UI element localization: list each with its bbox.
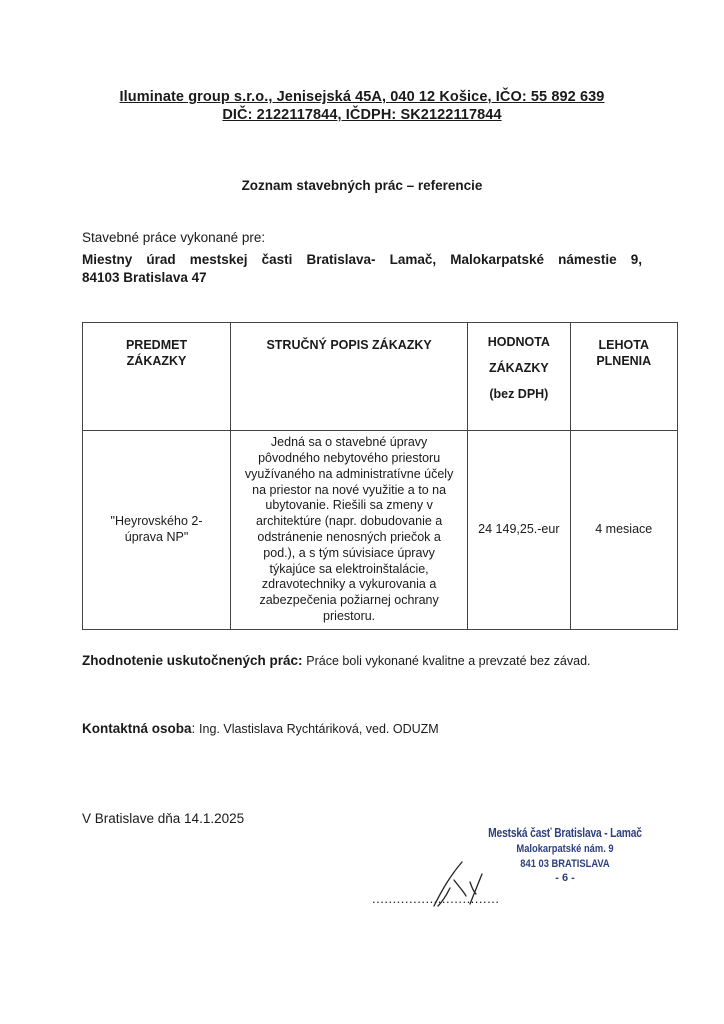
references-table xyxy=(82,322,678,630)
stamp-line4: - 6 - xyxy=(555,872,575,884)
client-line2: 84103 Bratislava 47 xyxy=(82,270,207,285)
contact-label: Kontaktná osoba xyxy=(82,721,192,736)
company-header-line1: Iluminate group s.r.o., Jenisejská 45A, 040 12 Košice, IČO: 55 892 639 xyxy=(119,89,605,105)
stamp-line1: Mestská časť Bratislava - Lamač xyxy=(488,826,642,840)
header-subject-l2: ZÁKAZKY xyxy=(126,354,187,368)
evaluation-value: Práce boli vykonané kvalitne a prevzaté bez závad. xyxy=(306,654,591,668)
header-deadline-l1: LEHOTA xyxy=(598,338,649,352)
table-row xyxy=(83,431,678,630)
signature-line: ............................... xyxy=(372,891,500,906)
header-deadline-l2: PLNENIA xyxy=(596,354,652,368)
evaluation-label: Zhodnotenie uskutočnených prác: xyxy=(82,653,303,668)
header-value-l3: (bez DPH) xyxy=(489,387,549,401)
contact-value: Ing. Vlastislava Rychtáriková, ved. ODUZM xyxy=(199,722,439,736)
header-description: STRUČNÝ POPIS ZÁKAZKY xyxy=(231,323,468,431)
contact: Kontaktná osoba: Ing. Vlastislava Rychtáriková, ved. ODUZM xyxy=(82,721,439,736)
client-line1: Miestny úrad mestskej časti Bratislava- Lamač, Malokarpatské námestie 9, xyxy=(82,252,642,267)
company-header-line2: DIČ: 2122117844, IČDPH: SK2122117844 xyxy=(222,107,502,123)
header-value-l2: ZÁKAZKY xyxy=(488,361,549,375)
header-value-l1: HODNOTA xyxy=(487,335,550,349)
date-line: V Bratislave dňa 14.1.2025 xyxy=(82,811,245,826)
cell-description: Jedná sa o stavebné úpravy pôvodného nebytového priestoru využívaného na administratívne účely na priestor na nové využitie a to na ubytovanie. Riešili sa zmeny v architektúre (napr. dobudovanie a odstránenie nenosných priečok a pod.), a s tým súvisiace úpravy týkajúce sa elektroinštalácie, zdravotechniky a vykurovania a zabezpečenia požiarnej ochrany priestoru. xyxy=(231,431,468,630)
evaluation xyxy=(82,653,591,668)
cell-subject: "Heyrovského 2- úprava NP" xyxy=(83,431,231,630)
header-subject xyxy=(83,323,231,431)
cell-value: 24 149,25.-eur xyxy=(468,431,570,630)
header-value xyxy=(468,323,570,431)
header-subject-l1: PREDMET xyxy=(125,338,188,352)
intro-text: Stavebné práce vykonané pre: xyxy=(82,230,266,245)
stamp-line2: Malokarpatské nám. 9 xyxy=(516,843,614,855)
header-deadline xyxy=(570,323,678,431)
cell-deadline: 4 mesiace xyxy=(570,431,678,630)
document-title: Zoznam stavebných prác – referencie xyxy=(241,178,483,193)
stamp-line3: 841 03 BRATISLAVA xyxy=(520,858,610,870)
table-header-row xyxy=(83,323,678,431)
